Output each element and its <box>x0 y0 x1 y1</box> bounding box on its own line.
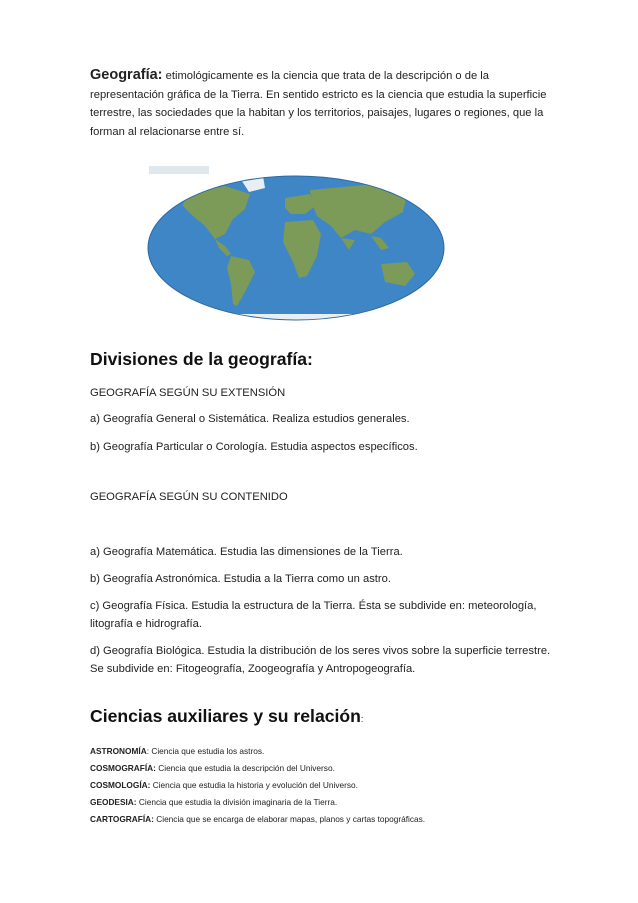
map-title-strip <box>149 166 209 174</box>
intro-block <box>90 66 560 141</box>
ciencia-desc: Ciencia que estudia la división imaginaria de la Tierra. <box>138 797 338 807</box>
contenido-title: GEOGRAFÍA SEGÚN SU CONTENIDO <box>90 491 288 503</box>
world-map-image <box>145 164 447 324</box>
contenido-item-a: a) Geografía Matemática. Estudia las dimensiones de la Tierra. <box>90 546 403 558</box>
ciencias-heading-colon: : <box>360 714 364 724</box>
world-map-svg <box>145 164 447 324</box>
contenido-item-b: b) Geografía Astronómica. Estudia a la Tierra como un astro. <box>90 573 391 585</box>
ciencia-item-geodesia <box>90 797 337 807</box>
ciencia-desc: Ciencia que estudia los astros. <box>151 746 265 756</box>
ciencia-item-cosmologia <box>90 780 358 790</box>
contenido-item-c: c) Geografía Física. Estudia la estructura de la Tierra. Ésta se subdivide en: meteorología, litografía e hidrografía. <box>90 600 537 630</box>
extension-item-a: a) Geografía General o Sistemática. Realiza estudios generales. <box>90 413 410 425</box>
divisiones-heading: Divisiones de la geografía: <box>90 349 313 369</box>
ciencia-term: CARTOGRAFÍA: <box>90 814 154 824</box>
contenido-item-d: d) Geografía Biológica. Estudia la distribución de los seres vivos sobre la superficie terrestre. Se subdivide en: Fitogeografía, Zoogeografía y Antropogeografía. <box>90 645 551 675</box>
ciencia-term: COSMOGRAFÍA: <box>90 763 156 773</box>
ciencia-term: COSMOLOGÍA: <box>90 780 151 790</box>
ciencia-desc: Ciencia que se encarga de elaborar mapas, planos y cartas topográficas. <box>156 814 426 824</box>
ciencia-item-astronomia <box>90 746 264 756</box>
extension-item-b: b) Geografía Particular o Corología. Estudia aspectos específicos. <box>90 441 418 453</box>
ciencia-term: ASTRONOMÍA <box>90 746 147 756</box>
ciencias-heading <box>90 706 363 727</box>
ciencia-term: GEODESIA: <box>90 797 137 807</box>
ciencia-desc: Ciencia que estudia la descripción del Universo. <box>158 763 335 773</box>
ciencia-sep: : <box>146 746 152 756</box>
intro-term: Geografía: <box>90 67 163 83</box>
ciencia-item-cosmografia <box>90 763 335 773</box>
ciencia-desc: Ciencia que estudia la historia y evolución del Universo. <box>152 780 358 790</box>
extension-title: GEOGRAFÍA SEGÚN SU EXTENSIÓN <box>90 387 286 399</box>
ciencias-heading-text: Ciencias auxiliares y su relación <box>90 706 361 726</box>
intro-paragraph <box>90 66 560 141</box>
ciencia-item-cartografia <box>90 814 425 824</box>
intro-text: etimológicamente es la ciencia que trata de la descripción o de la representación gráfica de la Tierra. En sentido estricto es la ciencia que estudia la superficie terrestre, las sociedades que la habitan y los territorios, paisajes, lugares o regiones, que la forman al relacionarse entre sí. <box>90 70 547 138</box>
